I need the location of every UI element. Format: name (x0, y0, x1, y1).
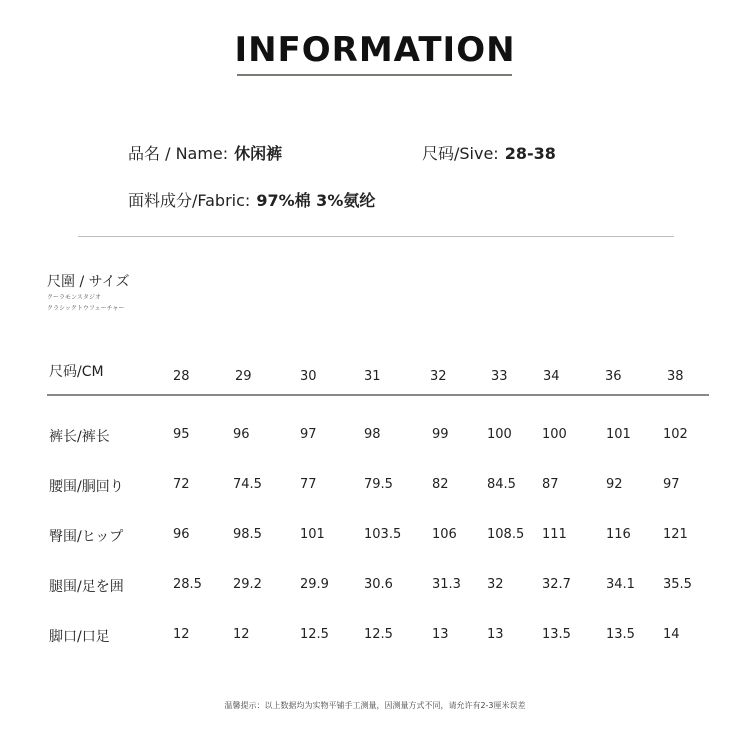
table-cell: 79.5 (364, 477, 393, 492)
table-cell: 96 (233, 427, 250, 442)
table-cell: 96 (173, 527, 190, 542)
table-cell: 72 (173, 477, 190, 492)
size-heading-subtitle-2: クラシックトウフェーチャー (47, 305, 125, 312)
table-cell: 98 (364, 427, 381, 442)
table-cell: 98.5 (233, 527, 262, 542)
name-value: 休闲裤 (234, 144, 283, 163)
table-cell: 74.5 (233, 477, 262, 492)
size-col-header: 31 (364, 369, 381, 384)
table-cell: 92 (606, 477, 623, 492)
table-cell: 32 (487, 577, 504, 592)
table-cell: 13.5 (542, 627, 571, 642)
table-cell: 108.5 (487, 527, 525, 542)
table-cell: 101 (300, 527, 325, 542)
table-cell: 13 (487, 627, 504, 642)
table-cell: 12 (233, 627, 250, 642)
table-cell: 82 (432, 477, 449, 492)
table-cell: 111 (542, 527, 567, 542)
table-cell: 87 (542, 477, 559, 492)
table-cell: 77 (300, 477, 317, 492)
table-cell: 29.2 (233, 577, 262, 592)
table-cell: 34.1 (606, 577, 635, 592)
product-name (128, 141, 282, 164)
fabric-value: 97%棉 3%氨纶 (256, 191, 376, 210)
table-cell: 29.9 (300, 577, 329, 592)
size-value: 28-38 (504, 144, 556, 163)
size-section-heading (47, 271, 130, 313)
size-label: 尺码/Sive: (422, 144, 499, 163)
section-divider (78, 236, 674, 237)
table-cell: 35.5 (663, 577, 692, 592)
row-label-leg-opening: 脚口/口足 (49, 629, 110, 645)
fabric-label: 面料成分/Fabric: (128, 191, 251, 210)
table-cell: 116 (606, 527, 631, 542)
row-label-waist: 腰围/胴回り (49, 479, 124, 495)
table-cell: 99 (432, 427, 449, 442)
table-cell: 12.5 (300, 627, 329, 642)
size-heading-title: 尺圍 / サイズ (47, 274, 130, 290)
table-cell: 31.3 (432, 577, 461, 592)
table-cell: 12.5 (364, 627, 393, 642)
size-col-header: 30 (300, 369, 317, 384)
row-label-hip: 臀围/ヒップ (49, 529, 124, 545)
table-cell: 13 (432, 627, 449, 642)
size-col-header: 32 (430, 369, 447, 384)
size-col-header: 29 (235, 369, 252, 384)
table-cell: 100 (487, 427, 512, 442)
table-cell: 97 (663, 477, 680, 492)
row-label-length: 裤长/裤长 (49, 429, 110, 445)
table-header-label: 尺码/CM (49, 364, 104, 380)
table-header-rule (47, 394, 709, 396)
table-cell: 28.5 (173, 577, 202, 592)
table-cell: 14 (663, 627, 680, 642)
name-label: 品名 / Name: (128, 144, 229, 163)
size-col-header: 36 (605, 369, 622, 384)
table-cell: 95 (173, 427, 190, 442)
table-cell: 103.5 (364, 527, 402, 542)
table-cell: 12 (173, 627, 190, 642)
table-cell: 106 (432, 527, 457, 542)
table-cell: 100 (542, 427, 567, 442)
size-col-header: 38 (667, 369, 684, 384)
table-cell: 121 (663, 527, 688, 542)
table-cell: 101 (606, 427, 631, 442)
size-col-header: 34 (543, 369, 560, 384)
title-underline (237, 74, 512, 76)
row-label-thigh: 腿围/足を囲 (49, 579, 124, 595)
measurement-note: 温馨提示：以上数据均为实物平铺手工测量，因测量方式不同，请允许有2-3厘米误差 (224, 701, 526, 710)
size-col-header: 28 (173, 369, 190, 384)
fabric-composition (128, 188, 375, 211)
table-cell: 97 (300, 427, 317, 442)
size-heading-subtitle-1: クーラモンスタジオ (47, 294, 101, 301)
table-cell: 30.6 (364, 577, 393, 592)
size-range (422, 141, 556, 164)
table-cell: 32.7 (542, 577, 571, 592)
table-cell: 102 (663, 427, 688, 442)
page-title: INFORMATION (234, 30, 516, 70)
table-cell: 13.5 (606, 627, 635, 642)
size-col-header: 33 (491, 369, 508, 384)
table-cell: 84.5 (487, 477, 516, 492)
